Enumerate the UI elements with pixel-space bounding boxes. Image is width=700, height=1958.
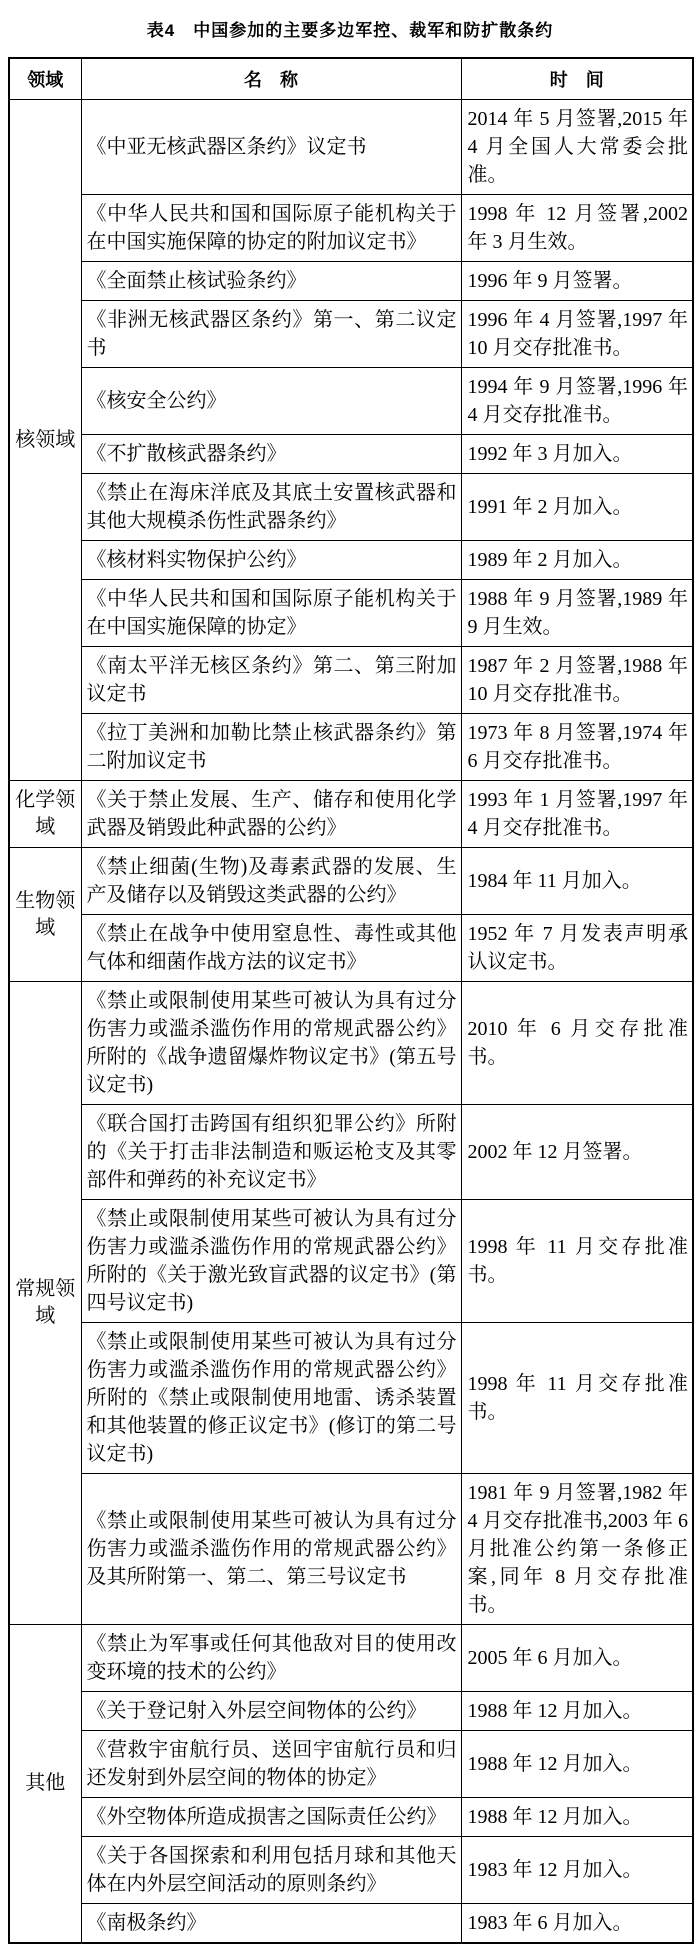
table-row <box>9 1200 693 1323</box>
table-row <box>9 714 693 781</box>
table-row <box>9 1323 693 1474</box>
treaty-name-cell: 《关于禁止发展、生产、储存和使用化学武器及销毁此种武器的公约》 <box>81 781 461 848</box>
table-row <box>9 1474 693 1625</box>
table-row <box>9 982 693 1105</box>
table-row <box>9 1798 693 1837</box>
treaty-name-cell: 《营救宇宙航行员、送回宇宙航行员和归还发射到外层空间的物体的协定》 <box>81 1731 461 1798</box>
treaty-time-cell: 2014 年 5 月签署,2015 年 4 月全国人大常委会批准。 <box>461 100 693 195</box>
treaty-name-cell: 《非洲无核武器区条约》第一、第二议定书 <box>81 301 461 368</box>
treaty-time-cell: 1998 年 11 月交存批准书。 <box>461 1200 693 1323</box>
table-row <box>9 541 693 580</box>
domain-cell: 生物领域 <box>9 848 81 982</box>
table-row <box>9 195 693 262</box>
table-row <box>9 100 693 195</box>
table-row <box>9 848 693 915</box>
treaty-name-cell: 《中华人民共和国和国际原子能机构关于在中国实施保障的协定》 <box>81 580 461 647</box>
treaty-name-cell: 《全面禁止核试验条约》 <box>81 262 461 301</box>
table-row <box>9 262 693 301</box>
domain-cell: 常规领域 <box>9 982 81 1625</box>
treaty-name-cell: 《核材料实物保护公约》 <box>81 541 461 580</box>
treaty-name-cell: 《核安全公约》 <box>81 368 461 435</box>
table-row <box>9 1731 693 1798</box>
table-row <box>9 474 693 541</box>
treaty-time-cell: 1998 年 12 月签署,2002 年 3 月生效。 <box>461 195 693 262</box>
treaty-name-cell: 《禁止或限制使用某些可被认为具有过分伤害力或滥杀滥伤作用的常规武器公约》所附的《关于激光致盲武器的议定书》(第四号议定书) <box>81 1200 461 1323</box>
treaty-name-cell: 《不扩散核武器条约》 <box>81 435 461 474</box>
table-row <box>9 1625 693 1692</box>
treaty-time-cell: 1981 年 9 月签署,1982 年 4 月交存批准书,2003 年 6 月批准公约第一条修正案,同年 8 月交存批准书。 <box>461 1474 693 1625</box>
treaty-name-cell: 《禁止或限制使用某些可被认为具有过分伤害力或滥杀滥伤作用的常规武器公约》所附的《战争遗留爆炸物议定书》(第五号议定书) <box>81 982 461 1105</box>
domain-cell: 核领域 <box>9 100 81 781</box>
treaty-name-cell: 《关于登记射入外层空间物体的公约》 <box>81 1692 461 1731</box>
treaty-time-cell: 1992 年 3 月加入。 <box>461 435 693 474</box>
treaty-time-cell: 1988 年 9 月签署,1989 年 9 月生效。 <box>461 580 693 647</box>
table-row <box>9 301 693 368</box>
domain-cell: 化学领域 <box>9 781 81 848</box>
table-row <box>9 580 693 647</box>
treaty-name-cell: 《禁止为军事或任何其他敌对目的使用改变环境的技术的公约》 <box>81 1625 461 1692</box>
table-row <box>9 915 693 982</box>
treaty-time-cell: 1996 年 4 月签署,1997 年 10 月交存批准书。 <box>461 301 693 368</box>
table-row <box>9 435 693 474</box>
treaty-time-cell: 1984 年 11 月加入。 <box>461 848 693 915</box>
table-header-row <box>9 58 693 100</box>
treaty-time-cell: 1952 年 7 月发表声明承认议定书。 <box>461 915 693 982</box>
treaty-time-cell: 1998 年 11 月交存批准书。 <box>461 1323 693 1474</box>
treaty-time-cell: 1988 年 12 月加入。 <box>461 1692 693 1731</box>
treaty-table <box>8 57 694 1944</box>
treaty-time-cell: 1993 年 1 月签署,1997 年 4 月交存批准书。 <box>461 781 693 848</box>
treaty-time-cell: 1991 年 2 月加入。 <box>461 474 693 541</box>
table-row <box>9 1904 693 1944</box>
treaty-time-cell: 1983 年 12 月加入。 <box>461 1837 693 1904</box>
treaty-name-cell: 《禁止或限制使用某些可被认为具有过分伤害力或滥杀滥伤作用的常规武器公约》及其所附第一、第二、第三号议定书 <box>81 1474 461 1625</box>
treaty-time-cell: 1988 年 12 月加入。 <box>461 1731 693 1798</box>
column-header-domain: 领域 <box>9 58 81 100</box>
treaty-time-cell: 1988 年 12 月加入。 <box>461 1798 693 1837</box>
treaty-name-cell: 《拉丁美洲和加勒比禁止核武器条约》第二附加议定书 <box>81 714 461 781</box>
treaty-time-cell: 1987 年 2 月签署,1988 年 10 月交存批准书。 <box>461 647 693 714</box>
table-row <box>9 1692 693 1731</box>
column-header-time: 时 间 <box>461 58 693 100</box>
treaty-name-cell: 《关于各国探索和利用包括月球和其他天体在内外层空间活动的原则条约》 <box>81 1837 461 1904</box>
treaty-name-cell: 《禁止或限制使用某些可被认为具有过分伤害力或滥杀滥伤作用的常规武器公约》所附的《禁止或限制使用地雷、诱杀装置和其他装置的修正议定书》(修订的第二号议定书) <box>81 1323 461 1474</box>
domain-cell: 其他 <box>9 1625 81 1944</box>
treaty-name-cell: 《联合国打击跨国有组织犯罪公约》所附的《关于打击非法制造和贩运枪支及其零部件和弹药的补充议定书》 <box>81 1105 461 1200</box>
treaty-name-cell: 《中亚无核武器区条约》议定书 <box>81 100 461 195</box>
treaty-time-cell: 2002 年 12 月签署。 <box>461 1105 693 1200</box>
treaty-time-cell: 1996 年 9 月签署。 <box>461 262 693 301</box>
treaty-name-cell: 《禁止在海床洋底及其底土安置核武器和其他大规模杀伤性武器条约》 <box>81 474 461 541</box>
treaty-time-cell: 1983 年 6 月加入。 <box>461 1904 693 1944</box>
table-row <box>9 781 693 848</box>
treaty-name-cell: 《禁止细菌(生物)及毒素武器的发展、生产及储存以及销毁这类武器的公约》 <box>81 848 461 915</box>
table-row <box>9 1105 693 1200</box>
table-row <box>9 1837 693 1904</box>
table-title: 表4 中国参加的主要多边军控、裁军和防扩散条约 <box>146 21 554 40</box>
treaty-time-cell: 2005 年 6 月加入。 <box>461 1625 693 1692</box>
treaty-name-cell: 《禁止在战争中使用窒息性、毒性或其他气体和细菌作战方法的议定书》 <box>81 915 461 982</box>
table-row <box>9 368 693 435</box>
treaty-name-cell: 《中华人民共和国和国际原子能机构关于在中国实施保障的协定的附加议定书》 <box>81 195 461 262</box>
treaty-name-cell: 《南太平洋无核区条约》第二、第三附加议定书 <box>81 647 461 714</box>
treaty-time-cell: 2010 年 6 月交存批准书。 <box>461 982 693 1105</box>
treaty-table-body <box>9 100 693 1944</box>
treaty-time-cell: 1973 年 8 月签署,1974 年 6 月交存批准书。 <box>461 714 693 781</box>
table-row <box>9 647 693 714</box>
treaty-time-cell: 1989 年 2 月加入。 <box>461 541 693 580</box>
treaty-time-cell: 1994 年 9 月签署,1996 年 4 月交存批准书。 <box>461 368 693 435</box>
column-header-name: 名 称 <box>81 58 461 100</box>
treaty-name-cell: 《外空物体所造成损害之国际责任公约》 <box>81 1798 461 1837</box>
treaty-name-cell: 《南极条约》 <box>81 1904 461 1944</box>
